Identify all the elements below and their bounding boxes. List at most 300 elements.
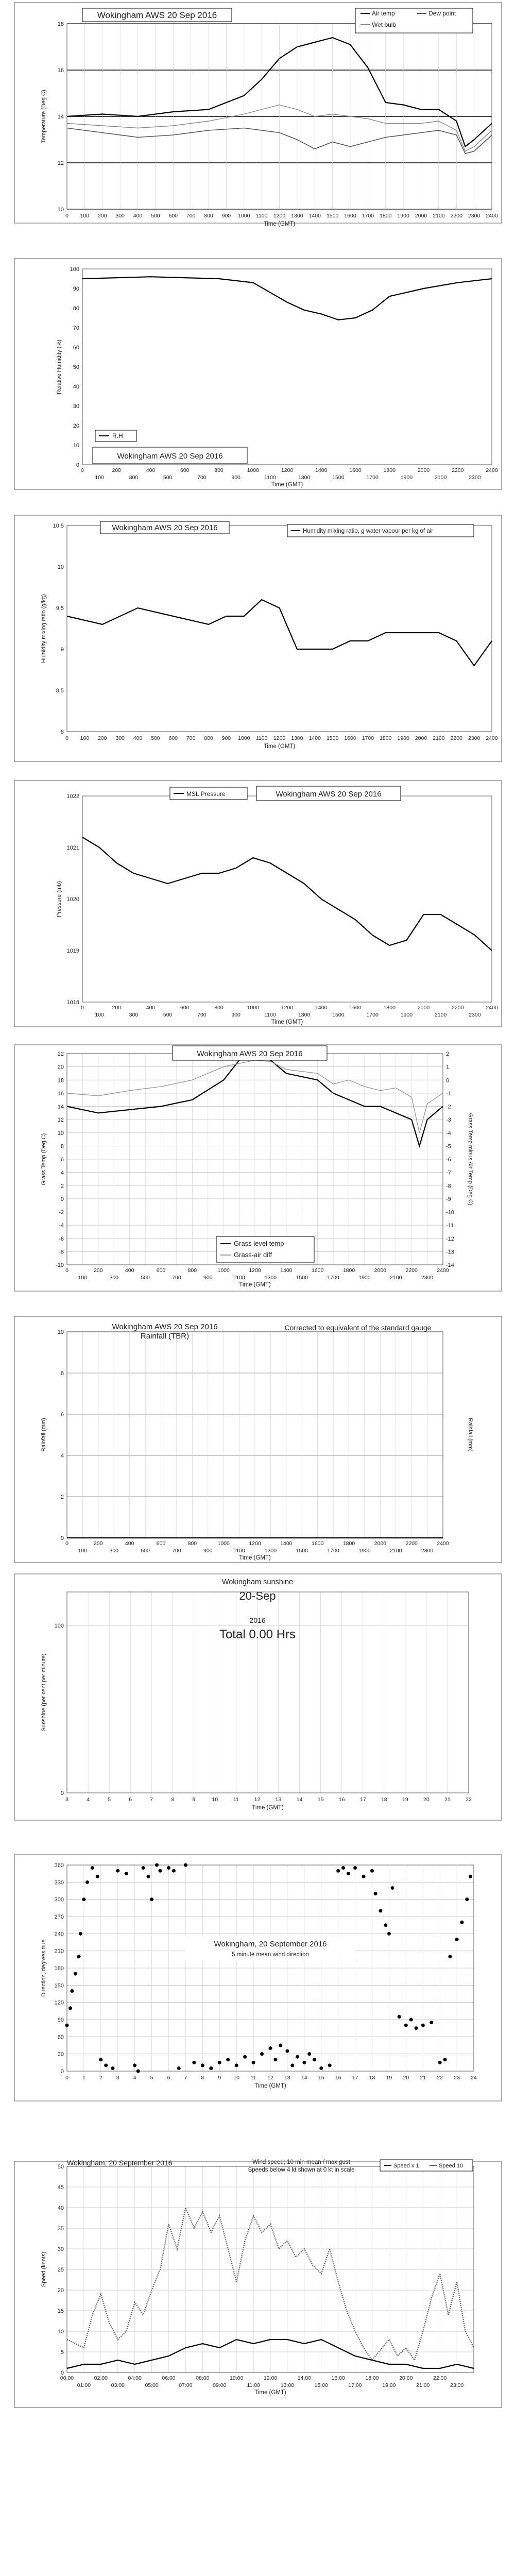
x-tick-label: 18: [369, 2075, 375, 2081]
y-tick-label: 14: [57, 114, 64, 120]
mixing-chart: [14, 515, 502, 761]
x-tick-label: 1000: [247, 1005, 259, 1011]
x-tick-label: 16: [335, 2075, 341, 2081]
sunshine-chart: [14, 1574, 502, 1820]
x-tick-label: 700: [172, 1548, 181, 1554]
y-tick-label: 10: [73, 443, 79, 449]
scatter-point: [302, 2061, 306, 2064]
y-tick-label: 70: [73, 325, 79, 331]
x-tick-label: 3: [65, 1797, 68, 1803]
chart-title: Wokingham AWS 20 Sep 2016: [97, 10, 217, 20]
scatter-point: [391, 1886, 394, 1890]
x-tick-label: 08:00: [196, 2375, 210, 2381]
x-tick-label: 6: [129, 1797, 132, 1803]
speed-chart: [14, 2159, 502, 2408]
x-tick-label: 09:00: [213, 2382, 227, 2388]
x-tick-label: 1500: [296, 1548, 308, 1554]
x-tick-label: 1700: [362, 735, 374, 741]
x-tick-label: 1000: [217, 1540, 230, 1547]
x-tick-label: 1100: [233, 1275, 245, 1281]
y-right-tick-label: -13: [446, 1249, 454, 1256]
y-tick-label: 270: [54, 1914, 64, 1920]
x-tick-label: 1300: [298, 1012, 311, 1018]
scatter-point: [150, 1897, 153, 1901]
x-tick-label: 2000: [417, 467, 430, 473]
scatter-point: [409, 2018, 413, 2022]
humidity-chart: [14, 259, 502, 489]
x-tick-label: 700: [186, 735, 196, 741]
scatter-point: [65, 2024, 69, 2027]
x-tick-label: 12:00: [263, 2375, 278, 2381]
humidity-panel-frame: [14, 259, 502, 489]
x-axis-label: Time (GMT): [239, 1282, 271, 1288]
chart-subtitle: Rainfall (TBR): [140, 1332, 190, 1341]
x-tick-label: 6: [167, 2075, 170, 2081]
chart-title: Wokingham, 20 September 2016: [214, 1940, 327, 1948]
chart-title: Wokingham AWS 20 Sep 2016: [197, 1049, 303, 1058]
direction-chart: [14, 1855, 502, 2101]
direction-panel-frame: [14, 1855, 502, 2101]
scatter-point: [209, 2066, 213, 2070]
scatter-point: [111, 2066, 114, 2070]
y-tick-label: 30: [57, 2051, 64, 2058]
y-tick-label: -4: [59, 1223, 64, 1229]
y-tick-label: 16: [57, 67, 64, 74]
y-axis-label: Direction, degrees true: [41, 1939, 47, 1997]
y-tick-label: 6: [60, 1157, 64, 1163]
x-tick-label: 20:00: [399, 2375, 413, 2381]
x-tick-label: 1500: [332, 474, 345, 481]
y-tick-label: 1021: [66, 845, 79, 851]
y-tick-label: 40: [73, 384, 79, 390]
scatter-point: [235, 2063, 238, 2067]
scatter-point: [279, 2044, 282, 2047]
y-tick-label: 60: [57, 2034, 64, 2041]
y-right-tick-label: -14: [446, 1262, 454, 1268]
scatter-point: [252, 2061, 255, 2064]
x-tick-label: 600: [156, 1267, 166, 1274]
x-tick-label: 2200: [450, 735, 462, 741]
x-tick-label: 2000: [374, 1540, 387, 1547]
x-tick-label: 1600: [344, 213, 356, 219]
scatter-point: [328, 2063, 332, 2067]
y-tick-label: 8.5: [56, 688, 64, 694]
scatter-point: [341, 1866, 345, 1870]
x-tick-label: 600: [180, 467, 190, 473]
chart-annotation: Corrected to equivalent of the standard gauge: [284, 1324, 432, 1332]
x-tick-label: 300: [115, 213, 125, 219]
x-tick-label: 7: [150, 1797, 153, 1803]
x-tick-label: 500: [163, 1012, 173, 1018]
legend-label: Grass level temp: [234, 1240, 284, 1247]
y-right-tick-label: -8: [446, 1183, 451, 1190]
x-tick-label: 400: [133, 213, 143, 219]
x-tick-label: 16: [338, 1797, 345, 1803]
y-right-tick-label: -7: [446, 1170, 451, 1176]
y-tick-label: 5: [60, 2349, 64, 2355]
scatter-point: [167, 1866, 170, 1870]
x-tick-label: 700: [197, 1012, 207, 1018]
y-tick-label: 10.5: [53, 523, 64, 529]
y-tick-label: 120: [54, 1999, 64, 2006]
y-axis-label: Grass Temp (Deg C): [41, 1133, 47, 1185]
x-tick-label: 1100: [264, 1012, 276, 1018]
x-tick-label: 1300: [264, 1548, 277, 1554]
y-tick-label: 10: [57, 207, 64, 213]
x-tick-label: 15: [318, 2075, 324, 2081]
y-tick-label: 10: [57, 564, 64, 570]
y-tick-label: 4: [60, 1170, 64, 1176]
x-tick-label: 11: [233, 1797, 239, 1803]
x-tick-label: 400: [146, 467, 156, 473]
chart-title: Wokingham AWS 20 Sep 2016: [117, 452, 223, 461]
y-tick-label: 25: [57, 2267, 64, 2273]
x-tick-label: 11:00: [247, 2382, 260, 2388]
x-tick-label: 900: [231, 1012, 241, 1018]
x-tick-label: 0: [65, 213, 68, 219]
scatter-point: [421, 2024, 425, 2027]
legend-label: R.H: [112, 432, 123, 439]
y-right-tick-label: -2: [446, 1104, 451, 1110]
x-tick-label: 12: [267, 2075, 273, 2081]
x-tick-label: 7: [184, 2075, 187, 2081]
x-tick-label: 3: [116, 2075, 119, 2081]
x-tick-label: 300: [129, 1012, 139, 1018]
x-tick-label: 100: [95, 474, 104, 481]
x-tick-label: 17: [359, 1797, 366, 1803]
y-tick-label: 8: [60, 1370, 64, 1377]
x-tick-label: 2200: [450, 213, 462, 219]
scatter-point: [85, 1880, 89, 1884]
x-tick-label: 1200: [281, 1005, 294, 1011]
scatter-point: [147, 1875, 150, 1878]
y-tick-label: -10: [56, 1262, 64, 1268]
x-tick-label: 300: [115, 735, 125, 741]
legend-label: Speed 10: [439, 2163, 464, 2169]
x-tick-label: 1600: [349, 1005, 362, 1011]
x-tick-label: 0: [65, 2075, 68, 2081]
scatter-point: [469, 1875, 472, 1878]
x-tick-label: 300: [129, 474, 139, 481]
x-tick-label: 1800: [380, 735, 392, 741]
y-tick-label: 210: [54, 1948, 64, 1955]
x-tick-label: 2200: [452, 1005, 464, 1011]
x-tick-label: 1900: [400, 1012, 413, 1018]
x-tick-label: 0: [81, 467, 84, 473]
x-tick-label: 1900: [397, 735, 409, 741]
x-tick-label: 1400: [315, 1005, 328, 1011]
scatter-point: [184, 1863, 187, 1867]
x-tick-label: 1600: [344, 735, 356, 741]
x-tick-label: 500: [141, 1275, 150, 1281]
scatter-point: [201, 2063, 204, 2067]
x-tick-label: 12: [254, 1797, 261, 1803]
y-tick-label: 0: [60, 2069, 64, 2075]
y-right-tick-label: -11: [446, 1223, 454, 1229]
x-tick-label: 2300: [469, 474, 481, 481]
y-tick-label: 0: [60, 1790, 64, 1797]
scatter-point: [465, 1897, 469, 1901]
x-tick-label: 1900: [397, 213, 409, 219]
x-tick-label: 2300: [421, 1548, 434, 1554]
scatter-point: [155, 1863, 159, 1867]
scatter-point: [269, 2046, 272, 2050]
x-tick-label: 100: [80, 213, 90, 219]
scatter-point: [384, 1923, 387, 1927]
rainfall-chart: [14, 1316, 502, 1563]
x-tick-label: 05:00: [145, 2382, 159, 2388]
y-axis-label: Speed (knots): [41, 2251, 47, 2287]
x-tick-label: 2300: [469, 1012, 481, 1018]
y-tick-label: 90: [73, 286, 79, 292]
x-tick-label: 300: [109, 1548, 119, 1554]
x-tick-label: 1000: [238, 735, 250, 741]
x-tick-label: 15: [317, 1797, 324, 1803]
x-tick-label: 5: [150, 2075, 153, 2081]
x-tick-label: 1200: [273, 213, 286, 219]
x-axis-label: Time (GMT): [239, 1555, 271, 1561]
y-right-axis-label: Rainfall (mm): [467, 1418, 473, 1452]
x-tick-label: 1500: [332, 1012, 345, 1018]
x-tick-label: 2100: [433, 213, 445, 219]
y-tick-label: 90: [57, 2017, 64, 2023]
scatter-point: [136, 2070, 140, 2073]
scatter-point: [273, 2058, 277, 2061]
scatter-point: [387, 1932, 391, 1936]
x-tick-label: 1300: [291, 213, 303, 219]
x-tick-label: 1800: [342, 1540, 355, 1547]
y-tick-label: 30: [73, 403, 79, 410]
x-tick-label: 1100: [264, 474, 276, 481]
chart-title: Wokingham, 20 September 2016: [67, 2159, 173, 2167]
x-tick-label: 2000: [415, 213, 427, 219]
x-tick-label: 700: [197, 474, 207, 481]
scatter-point: [226, 2058, 230, 2061]
x-tick-label: 2200: [405, 1540, 418, 1547]
x-tick-label: 02:00: [94, 2375, 108, 2381]
y-tick-label: 20: [73, 423, 79, 429]
y-tick-label: 100: [54, 1623, 64, 1629]
x-tick-label: 18:00: [365, 2375, 379, 2381]
pressure-panel-frame: [14, 781, 502, 1027]
legend-label: Dew point: [428, 10, 456, 17]
x-axis-label: Time (GMT): [263, 221, 296, 227]
y-right-tick-label: 0: [446, 1077, 450, 1084]
x-tick-label: 1400: [315, 467, 328, 473]
x-tick-label: 22:00: [433, 2375, 447, 2381]
x-tick-label: 1300: [264, 1275, 277, 1281]
sunshine-panel-frame: [14, 1574, 502, 1820]
x-tick-label: 13: [284, 2075, 290, 2081]
x-tick-label: 01:00: [77, 2382, 91, 2388]
x-tick-label: 1700: [366, 1012, 379, 1018]
x-tick-label: 2200: [452, 467, 464, 473]
scatter-point: [125, 1872, 128, 1875]
scatter-point: [116, 1869, 119, 1873]
scatter-point: [70, 1989, 74, 1993]
scatter-point: [68, 2006, 72, 2010]
scatter-point: [379, 1909, 382, 1912]
scatter-point: [347, 1872, 350, 1875]
x-tick-label: 1900: [358, 1548, 371, 1554]
y-tick-label: 80: [73, 306, 79, 312]
x-tick-label: 1700: [366, 474, 379, 481]
y-tick-label: 2: [60, 1183, 64, 1190]
chart-subtitle: Wind speed; 10 min mean / max gust: [252, 2159, 350, 2165]
y-tick-label: 10: [57, 1130, 64, 1137]
x-tick-label: 17: [352, 2075, 358, 2081]
legend-label: Air temp: [372, 10, 395, 17]
chart-title: Wokingham AWS 20 Sep 2016: [112, 1323, 218, 1331]
y-tick-label: 50: [57, 2164, 64, 2170]
x-tick-label: 400: [146, 1005, 156, 1011]
x-tick-label: 9: [218, 2075, 221, 2081]
x-tick-label: 1800: [380, 213, 392, 219]
x-tick-label: 900: [221, 735, 231, 741]
x-tick-label: 1100: [233, 1548, 245, 1554]
chart-subtitle: 20-Sep: [239, 1589, 276, 1602]
scatter-point: [438, 2061, 442, 2064]
y-tick-label: 1018: [66, 999, 79, 1006]
x-tick-label: 1000: [247, 467, 259, 473]
y-right-tick-label: -10: [446, 1209, 454, 1216]
y-tick-label: 1022: [66, 793, 79, 800]
pressure-chart: [14, 781, 502, 1027]
scatter-point: [91, 1866, 94, 1870]
x-tick-label: 800: [187, 1267, 197, 1274]
x-tick-label: 100: [78, 1548, 88, 1554]
x-tick-label: 10: [212, 1797, 218, 1803]
x-tick-label: 600: [168, 735, 178, 741]
x-tick-label: 800: [187, 1540, 197, 1547]
scatter-point: [374, 1892, 377, 1895]
scatter-point: [285, 2049, 289, 2053]
x-tick-label: 21: [420, 2075, 426, 2081]
x-tick-label: 2200: [405, 1267, 418, 1274]
y-tick-label: 300: [54, 1896, 64, 1903]
x-tick-label: 2000: [374, 1267, 387, 1274]
scatter-point: [99, 2058, 102, 2061]
x-tick-label: 2400: [437, 1540, 449, 1547]
legend-label: Wet bulb: [372, 21, 397, 28]
x-tick-label: 23: [454, 2075, 460, 2081]
x-tick-label: 16:00: [331, 2375, 345, 2381]
x-tick-label: 700: [186, 213, 196, 219]
scatter-point: [172, 1869, 176, 1873]
x-tick-label: 100: [78, 1275, 88, 1281]
x-tick-label: 00:00: [60, 2375, 74, 2381]
x-tick-label: 1700: [327, 1548, 339, 1554]
x-tick-label: 03:00: [111, 2382, 125, 2388]
x-axis-label: Time (GMT): [252, 1805, 284, 1811]
x-tick-label: 2100: [434, 1012, 447, 1018]
x-tick-label: 900: [221, 213, 231, 219]
x-tick-label: 2100: [390, 1275, 402, 1281]
x-tick-label: 1500: [296, 1275, 308, 1281]
x-tick-label: 1600: [349, 467, 362, 473]
x-tick-label: 1300: [298, 474, 311, 481]
y-right-tick-label: -3: [446, 1117, 451, 1124]
x-tick-label: 17:00: [348, 2382, 362, 2388]
scatter-point: [260, 2052, 264, 2056]
x-axis-label: Time (GMT): [254, 2083, 286, 2089]
x-tick-label: 22: [437, 2075, 443, 2081]
y-tick-label: 18: [57, 1077, 64, 1084]
scatter-point: [96, 1875, 99, 1878]
y-tick-label: 150: [54, 1982, 64, 1989]
x-tick-label: 19:00: [382, 2382, 396, 2388]
y-tick-label: 12: [57, 160, 64, 166]
scatter-point: [82, 1897, 85, 1901]
y-right-tick-label: -9: [446, 1196, 451, 1202]
scatter-point: [74, 1972, 77, 1976]
y-tick-label: 2: [60, 1494, 64, 1500]
y-tick-label: 0: [60, 1535, 64, 1541]
legend-label: Speed x 1: [393, 2163, 419, 2169]
x-tick-label: 1800: [383, 467, 396, 473]
scatter-point: [142, 1866, 145, 1870]
x-tick-label: 10:00: [230, 2375, 244, 2381]
x-tick-label: 1600: [311, 1540, 324, 1547]
y-tick-label: 18: [57, 21, 64, 27]
y-tick-label: 6: [60, 1412, 64, 1418]
x-tick-label: 1200: [249, 1267, 261, 1274]
x-tick-label: 1: [82, 2075, 85, 2081]
mixing-panel-frame: [14, 515, 502, 761]
scatter-point: [404, 2024, 408, 2027]
scatter-point: [443, 2058, 447, 2061]
y-tick-label: 8: [60, 729, 64, 735]
rainfall-panel-frame: [14, 1316, 502, 1563]
x-tick-label: 500: [163, 474, 173, 481]
grass-chart: [14, 1045, 502, 1291]
scatter-point: [370, 1869, 374, 1873]
y-tick-label: 1019: [66, 948, 79, 954]
y-tick-label: 9.5: [56, 605, 64, 612]
x-tick-label: 22: [466, 1797, 472, 1803]
x-tick-label: 18: [381, 1797, 387, 1803]
x-tick-label: 100: [95, 1012, 104, 1018]
scatter-point: [296, 2055, 299, 2059]
x-tick-label: 04:00: [128, 2375, 142, 2381]
y-tick-label: 15: [57, 2308, 64, 2314]
y-axis-label: Humidity mixing ratio (g/kg): [41, 594, 47, 663]
x-tick-label: 9: [192, 1797, 196, 1803]
y-right-tick-label: -6: [446, 1157, 451, 1163]
y-right-tick-label: -4: [446, 1130, 451, 1137]
scatter-point: [243, 2055, 247, 2059]
x-tick-label: 1700: [327, 1275, 339, 1281]
x-tick-label: 23:00: [450, 2382, 464, 2388]
x-tick-label: 0: [65, 735, 68, 741]
scatter-point: [79, 1932, 82, 1936]
x-tick-label: 1200: [281, 467, 294, 473]
scatter-point: [290, 2063, 294, 2067]
y-tick-label: 45: [57, 2184, 64, 2191]
x-tick-label: 1400: [280, 1267, 293, 1274]
x-tick-label: 2100: [433, 735, 445, 741]
x-tick-label: 21: [444, 1797, 451, 1803]
x-tick-label: 800: [204, 735, 213, 741]
x-tick-label: 2300: [468, 735, 480, 741]
x-tick-label: 20: [403, 2075, 409, 2081]
x-tick-label: 06:00: [162, 2375, 176, 2381]
x-tick-label: 1400: [280, 1540, 293, 1547]
x-tick-label: 200: [97, 213, 107, 219]
y-right-tick-label: -1: [446, 1090, 451, 1097]
scatter-point: [430, 2021, 433, 2024]
x-tick-label: 4: [133, 2075, 136, 2081]
